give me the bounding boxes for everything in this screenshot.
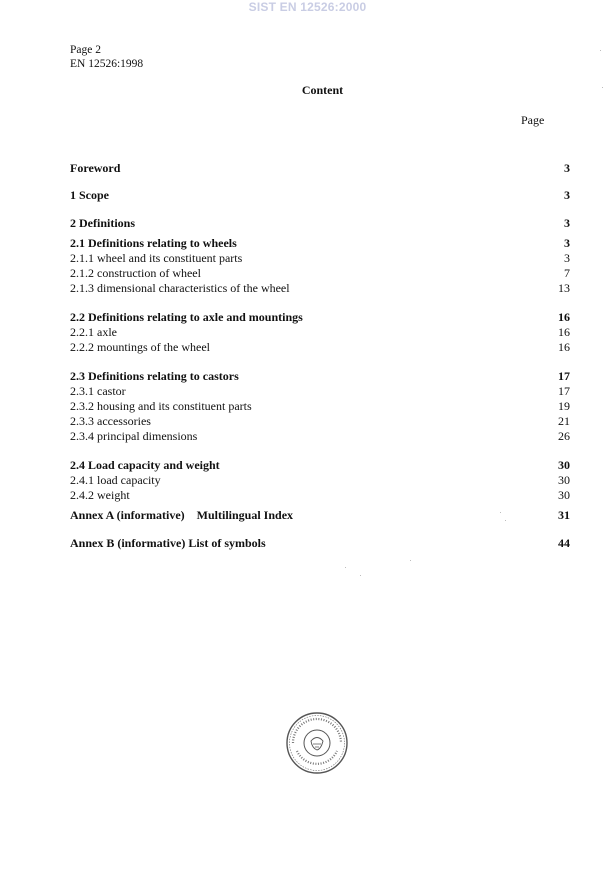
toc-entry <box>70 216 570 231</box>
watermark: SIST EN 12526:2000 <box>248 0 367 14</box>
toc-entry-label: 2.3.2 housing and its constituent parts <box>70 399 252 413</box>
toc-entry <box>70 473 570 488</box>
seal-stamp-icon <box>285 711 349 775</box>
toc-entry <box>70 281 570 296</box>
toc-entry-page: 3 <box>564 251 570 265</box>
toc-entry <box>70 414 570 429</box>
toc-entry-label: Annex A (informative) Multilingual Index <box>70 508 294 522</box>
toc-entry-label: 2.1.1 wheel and its constituent parts <box>70 251 243 265</box>
page-number: Page 2 <box>70 44 101 56</box>
page-column-label: Page <box>521 113 545 127</box>
page-header <box>70 43 143 71</box>
toc-entry-label: 2.2.1 axle <box>70 325 117 339</box>
toc-entry-label: 2.3 Definitions relating to castors <box>70 369 239 383</box>
toc-entry-page: 16 <box>558 340 570 354</box>
toc-entry-label: 2.4.2 weight <box>70 488 130 502</box>
toc-entry <box>70 458 570 473</box>
toc-entry-page: 31 <box>558 508 570 522</box>
toc-entry-label: Annex B (informative) List of symbols <box>70 536 266 550</box>
toc-entry-page: 16 <box>558 310 570 324</box>
toc-entry <box>70 266 570 281</box>
toc-entry-page: 21 <box>558 414 570 428</box>
toc-entry-page: 13 <box>558 281 570 295</box>
toc-entry-page: 30 <box>558 473 570 487</box>
toc-entry-label: 2.1.3 dimensional characteristics of the wheel <box>70 281 290 295</box>
toc-entry-label: 2.3.3 accessories <box>70 414 151 428</box>
toc-entry-label: 2.3.1 castor <box>70 384 126 398</box>
toc-entry <box>70 508 570 523</box>
toc-entry <box>70 536 570 551</box>
page-title: Content <box>301 83 344 97</box>
toc-entry-page: 17 <box>558 369 570 383</box>
toc-entry-label: 1 Scope <box>70 188 109 202</box>
toc-entry-page: 3 <box>564 236 570 250</box>
toc-entry-label: Foreword <box>70 161 121 175</box>
toc-entry-label: 2.4 Load capacity and weight <box>70 458 220 472</box>
toc-entry <box>70 384 570 399</box>
toc-entry <box>70 340 570 355</box>
toc-entry <box>70 188 570 203</box>
toc-entry-label: 2.2.2 mountings of the wheel <box>70 340 210 354</box>
toc-entry-label: 2 Definitions <box>70 216 136 230</box>
toc-entry-label: 2.4.1 load capacity <box>70 473 161 487</box>
toc-entry-page: 3 <box>564 216 570 230</box>
toc-entry-page: 30 <box>558 458 570 472</box>
toc-entry <box>70 236 570 251</box>
toc-entry-page: 19 <box>558 399 570 413</box>
toc-entry-page: 16 <box>558 325 570 339</box>
toc-entry-label: 2.1 Definitions relating to wheels <box>70 236 237 250</box>
toc-entry-page: 3 <box>564 161 570 175</box>
toc-entry <box>70 369 570 384</box>
toc-entry-page: 7 <box>564 266 570 280</box>
toc-entry <box>70 251 570 266</box>
toc-entry-page: 3 <box>564 188 570 202</box>
toc-entry <box>70 325 570 340</box>
document-id: EN 12526:1998 <box>70 58 144 70</box>
toc-entry-label: 2.1.2 construction of wheel <box>70 266 201 280</box>
toc-entry <box>70 488 570 503</box>
toc-entry-page: 44 <box>558 536 570 550</box>
toc-entry-label: 2.3.4 principal dimensions <box>70 429 198 443</box>
toc-entry <box>70 310 570 325</box>
toc-entry-page: 26 <box>558 429 570 443</box>
toc-entry-page: 30 <box>558 488 570 502</box>
toc-entry <box>70 429 570 444</box>
toc-entry-label: 2.2 Definitions relating to axle and mountings <box>70 310 303 324</box>
toc-entry <box>70 399 570 414</box>
toc-entry <box>70 161 570 176</box>
toc-entry-page: 17 <box>558 384 570 398</box>
